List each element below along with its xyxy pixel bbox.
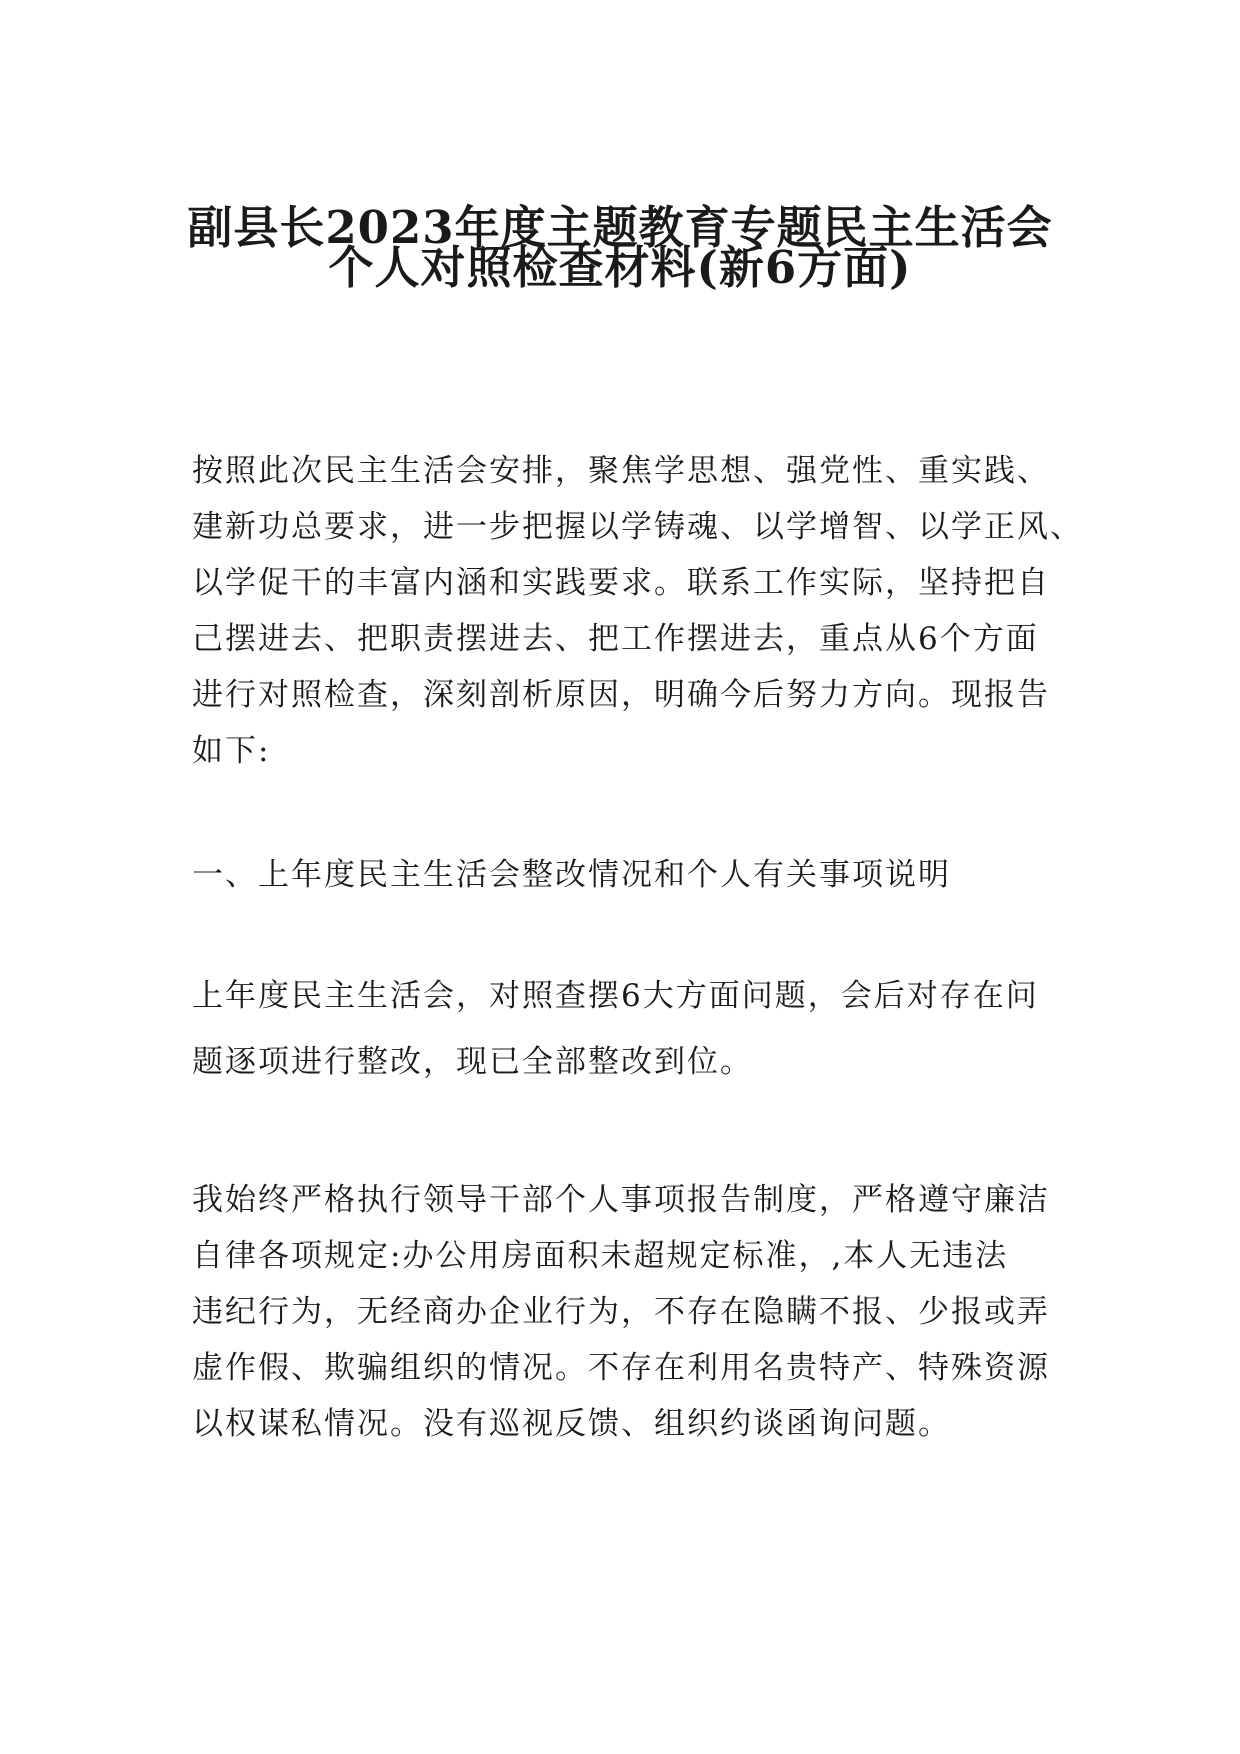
paragraph-line: 自律各项规定:办公用房面积未超规定标准，,本人无违法 xyxy=(192,1238,1009,1274)
intro-line: 按照此次民主生活会安排，聚焦学思想、强党性、重实践、 xyxy=(192,453,1050,489)
document-title-line-2: 个人对照检查材料(新6方面) xyxy=(328,241,912,294)
intro-paragraph xyxy=(192,443,1083,779)
intro-line: 己摆进去、把职责摆进去、把工作摆进去，重点从6个方面 xyxy=(192,621,1039,657)
section-1-paragraph-2 xyxy=(192,1172,1072,1452)
paragraph-line: 上年度民主生活会，对照查摆6大方面问题，会后对存在问 xyxy=(192,978,1039,1014)
intro-line: 进行对照检查，深刻剖析原因，明确今后努力方向。现报告 xyxy=(192,677,1050,713)
paragraph-line: 以权谋私情况。没有巡视反馈、组织约谈函询问题。 xyxy=(192,1406,951,1442)
document-title-line-1: 副县长2023年度主题教育专题民主生活会 xyxy=(187,201,1053,254)
intro-line: 以学促干的丰富内涵和实践要求。联系工作实际，坚持把自 xyxy=(192,565,1050,601)
intro-line: 建新功总要求，进一步把握以学铸魂、以学增智、以学正风、 xyxy=(192,509,1083,545)
section-1-heading xyxy=(192,847,1072,903)
paragraph-line: 违纪行为，无经商办企业行为，不存在隐瞒不报、少报或弄 xyxy=(192,1294,1050,1330)
intro-line: 如下: xyxy=(192,733,271,769)
paragraph-line: 我始终严格执行领导干部个人事项报告制度，严格遵守廉洁 xyxy=(192,1182,1050,1218)
section-1-paragraph-1 xyxy=(192,963,1072,1095)
paragraph-line: 虚作假、欺骗组织的情况。不存在利用名贵特产、特殊资源 xyxy=(192,1350,1050,1386)
section-heading-text: 一、上年度民主生活会整改情况和个人有关事项说明 xyxy=(192,857,951,893)
paragraph-line: 题逐项进行整改，现已全部整改到位。 xyxy=(192,1044,753,1080)
